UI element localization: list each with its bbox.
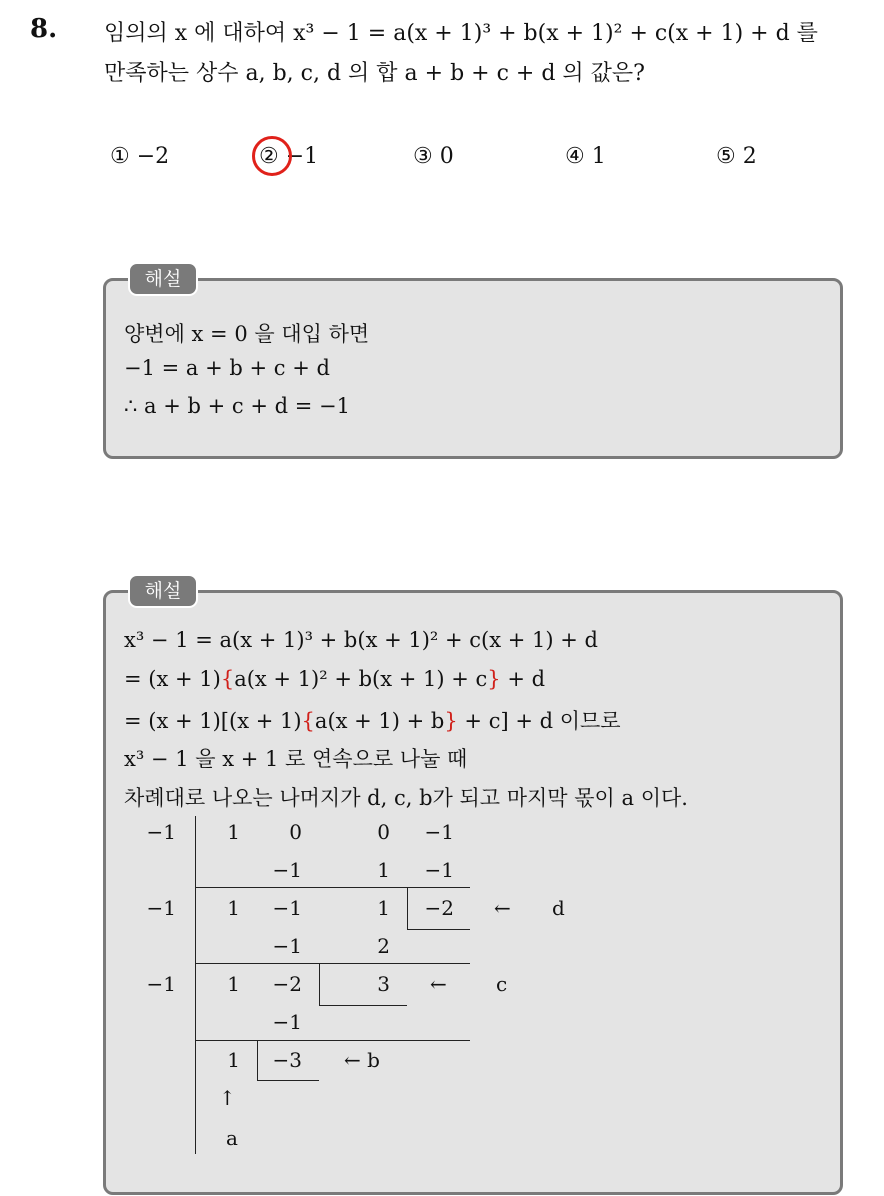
choice-3[interactable]: ③ 0: [413, 144, 454, 169]
arrow-left-icon: ←: [430, 972, 447, 996]
solution2-line3: [124, 705, 621, 735]
quotient-a: 1: [227, 1048, 240, 1072]
solution2-line4: x³ − 1 을 x + 1 로 연속으로 나눌 때: [124, 747, 468, 771]
choice-2[interactable]: ② −1: [259, 144, 319, 169]
line3-part-a: = (x + 1)[(x + 1): [124, 709, 302, 733]
line3-part-c: a(x + 1) + b: [314, 709, 445, 733]
cell: 2: [377, 934, 390, 958]
choice-4[interactable]: ④ 1: [565, 144, 606, 169]
cell: 1: [227, 896, 240, 920]
divisor-3: −1: [146, 972, 176, 996]
solution1-line3: ∴ a + b + c + d = −1: [124, 394, 350, 418]
remainder-box-d: [407, 887, 408, 929]
remainder-box-c: [319, 963, 320, 1005]
cell: −1: [272, 858, 302, 882]
division-rule: [195, 887, 470, 888]
cell: −1: [272, 896, 302, 920]
solution2-line2: [124, 667, 545, 691]
line2-part-e: + d: [500, 667, 546, 691]
remainder-box-b: [257, 1080, 319, 1081]
cell: −2: [272, 972, 302, 996]
line3-part-e: + c] + d 이므로: [457, 709, 621, 733]
solution-tag-1: 해설: [128, 262, 198, 296]
close-brace: }: [444, 709, 458, 733]
cell: 1: [377, 896, 390, 920]
division-rule: [195, 963, 470, 964]
label-c: c: [496, 972, 508, 996]
division-rule: [195, 1040, 470, 1041]
open-brace: {: [301, 709, 315, 733]
arrow-left-icon: ←: [494, 896, 511, 920]
label-a: a: [226, 1126, 238, 1150]
divisor-2: −1: [146, 896, 176, 920]
remainder-d: −2: [424, 896, 454, 920]
remainder-box-d: [407, 929, 470, 930]
solution2-line5: 차례대로 나오는 나머지가 d, c, b가 되고 마지막 몫이 a 이다.: [124, 786, 688, 810]
remainder-box-b: [257, 1040, 258, 1080]
remainder-c: 3: [377, 972, 390, 996]
cell: 1: [377, 858, 390, 882]
question-text-line1: 임의의 x 에 대하여 x³ − 1 = a(x + 1)³ + b(x + 1)² + c(x + 1) + d 를: [104, 21, 818, 46]
cell: −1: [424, 858, 454, 882]
arrow-up-icon: ↑: [219, 1086, 236, 1110]
line2-part-a: = (x + 1): [124, 667, 221, 691]
solution-tag-2: 해설: [128, 574, 198, 608]
line2-part-c: a(x + 1)² + b(x + 1) + c: [234, 667, 488, 691]
label-d: d: [552, 896, 565, 920]
cell: −1: [272, 1010, 302, 1034]
cell: 0: [377, 820, 390, 844]
label-b: ← b: [344, 1048, 380, 1072]
division-vertical-rule: [195, 816, 196, 1154]
question-number: 8.: [30, 14, 58, 44]
solution1-line2: −1 = a + b + c + d: [124, 356, 330, 380]
close-brace: }: [487, 667, 501, 691]
cell: 0: [289, 820, 302, 844]
answer-mark-circle: [252, 136, 292, 176]
open-brace: {: [220, 667, 235, 691]
remainder-box-c: [319, 1005, 407, 1006]
question-text-line2: 만족하는 상수 a, b, c, d 의 합 a + b + c + d 의 값은?: [104, 61, 645, 86]
choice-5[interactable]: ⑤ 2: [716, 144, 757, 169]
cell: 1: [227, 820, 240, 844]
cell: −1: [272, 934, 302, 958]
cell: −1: [424, 820, 454, 844]
solution2-line1: x³ − 1 = a(x + 1)³ + b(x + 1)² + c(x + 1) + d: [124, 628, 598, 652]
divisor-1: −1: [146, 820, 176, 844]
solution1-line1: 양변에 x = 0 을 대입 하면: [124, 322, 370, 346]
choice-1[interactable]: ① −2: [110, 144, 170, 169]
cell: 1: [227, 972, 240, 996]
remainder-b: −3: [272, 1048, 302, 1072]
